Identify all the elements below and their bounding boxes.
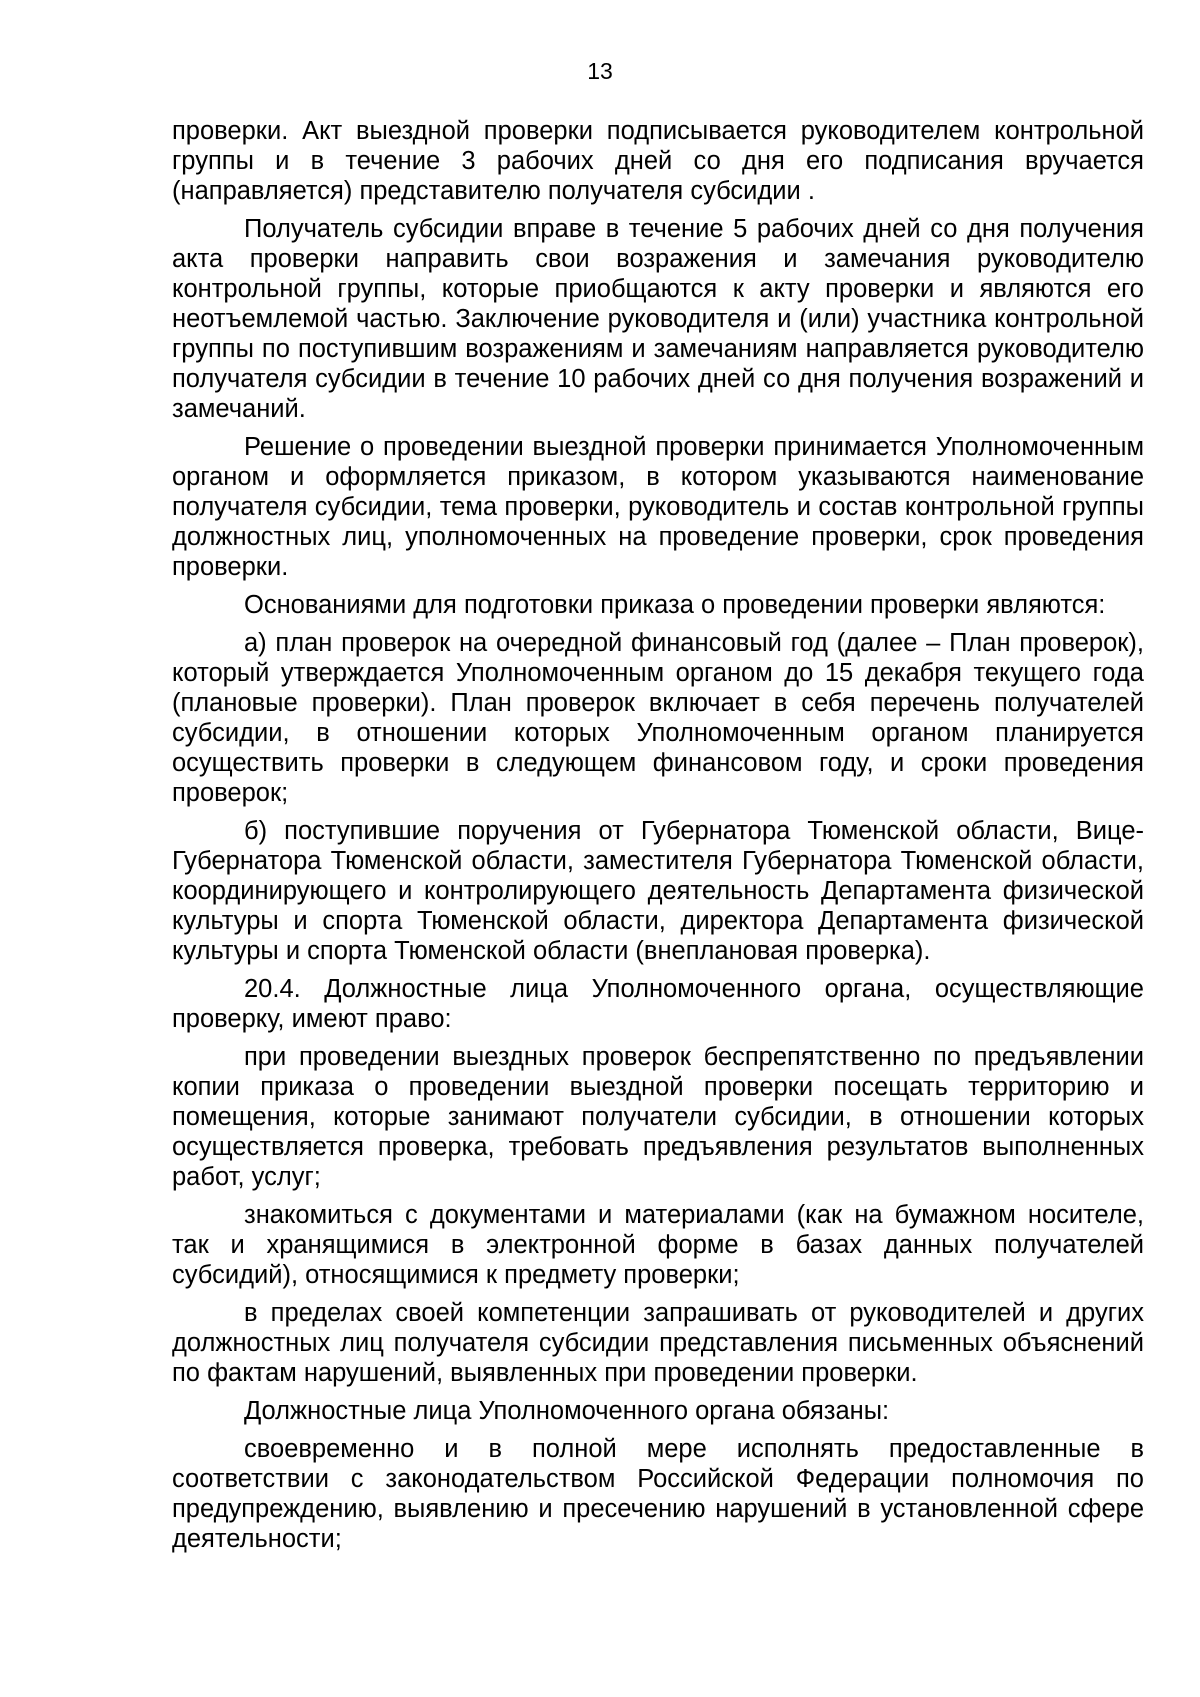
paragraph-duties-intro: Должностные лица Уполномоченного органа обязаны: bbox=[244, 1397, 890, 1425]
paragraph-right-documents: знакомиться с документами и материалами (как на бумажном носителе, так и хранящимися в электронной форме в базах данных получателей субсидий), относящимися к предмету проверки; bbox=[172, 1201, 1144, 1289]
page-number: 13 bbox=[587, 58, 613, 84]
paragraph-right-visit: при проведении выездных проверок беспрепятственно по предъявлении копии приказа о проведении выездной проверки посещать территорию и помещения, которые занимают получатели субсидии, в отношении которых осуществляется проверка, требовать предъявления результатов выполненных работ, услуг; bbox=[172, 1043, 1144, 1191]
paragraph-objections: Получатель субсидии вправе в течение 5 рабочих дней со дня получения акта проверки направить свои возражения и замечания руководителю контрольной группы, которые приобщаются к акту проверки и являются его неотъемлемой частью. Заключение руководителя и (или) участника контрольной группы по поступившим возражениям и замечаниям направляется руководителю получателя субсидии в течение 10 рабочих дней со дня получения возражений и замечаний. bbox=[172, 215, 1144, 423]
paragraph-ground-a-plan: а) план проверок на очередной финансовый год (далее – План проверок), который утверждается Уполномоченным органом до 15 декабря текущего года (плановые проверки). План проверок включает в себя перечень получателей субсидии, в отношении которых Уполномоченным органом планируется осуществить проверки в следующем финансовом году, и сроки проведения проверок; bbox=[172, 629, 1144, 807]
paragraph-act-signing: проверки. Акт выездной проверки подписывается руководителем контрольной группы и в течение 3 рабочих дней со дня его подписания вручается (направляется) представителю получателя субсидии . bbox=[172, 117, 1144, 205]
paragraph-duty-powers: своевременно и в полной мере исполнять предоставленные в соответствии с законодательством Российской Федерации полномочия по предупреждению, выявлению и пресечению нарушений в установленной сфере деятельности; bbox=[172, 1435, 1144, 1553]
paragraph-ground-b-orders: б) поступившие поручения от Губернатора Тюменской области, Вице-Губернатора Тюменской области, заместителя Губернатора Тюменской области, координирующего и контролирующего деятельность Департамента физической культуры и спорта Тюменской области, директора Департамента физической культуры и спорта Тюменской области (внеплановая проверка). bbox=[172, 817, 1144, 965]
paragraph-20-4-rights: 20.4. Должностные лица Уполномоченного органа, осуществляющие проверку, имеют право: bbox=[172, 975, 1144, 1033]
paragraph-inspection-decision: Решение о проведении выездной проверки принимается Уполномоченным органом и оформляется приказом, в котором указываются наименование получателя субсидии, тема проверки, руководитель и состав контрольной группы должностных лиц, уполномоченных на проведение проверки, срок проведения проверки. bbox=[172, 433, 1144, 581]
document-body bbox=[172, 116, 1144, 1562]
paragraph-right-explanations: в пределах своей компетенции запрашивать от руководителей и других должностных лиц получателя субсидии представления письменных объяснений по фактам нарушений, выявленных при проведении проверки. bbox=[172, 1299, 1144, 1387]
paragraph-grounds-intro: Основаниями для подготовки приказа о проведении проверки являются: bbox=[244, 591, 1106, 619]
